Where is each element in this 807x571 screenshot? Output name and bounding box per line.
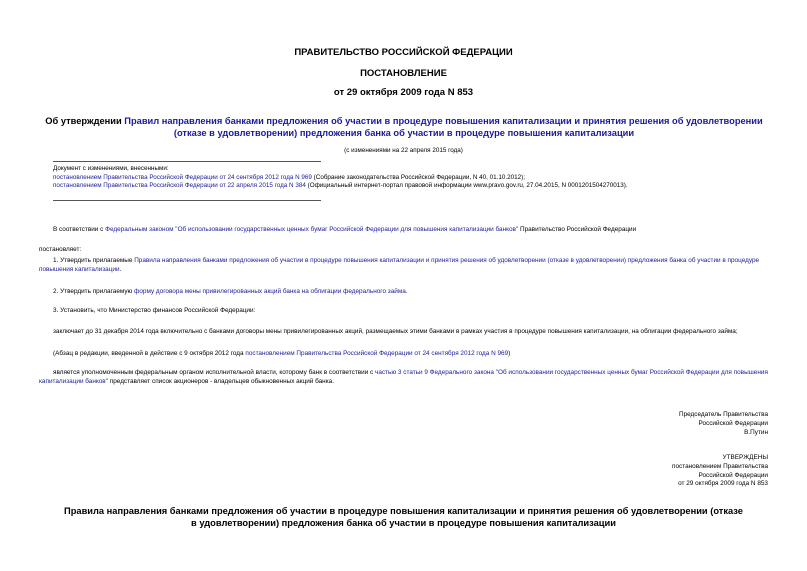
- preamble-before: В соответствии с: [53, 226, 106, 233]
- contract-form-link[interactable]: форму договора мены привилегированных акций банка на облигации федерального займа: [134, 288, 406, 295]
- approved-resolution: постановлением Правительства: [672, 462, 768, 470]
- document-title: [28, 116, 780, 139]
- title-link[interactable]: Правил направления банками предложения об участии в процедуре повышения капитализации и принятия решения об удовлетворении (отказе в удовлетворении) предложения банка об участии в процедуре повышения капитализации: [124, 116, 763, 138]
- point-3-b: [39, 369, 768, 387]
- amendments-intro: Документ с изменениями, внесенными:: [53, 165, 169, 172]
- note-resolution-link[interactable]: постановлением Правительства Российской Федерации от 24 сентября 2012 года N 969: [245, 350, 509, 357]
- title-prefix: Об утверждении: [45, 116, 125, 126]
- doc-type-heading: ПОСТАНОВЛЕНИЕ: [360, 68, 447, 79]
- date-number-heading: от 29 октября 2009 года N 853: [333, 87, 474, 98]
- rules-title: Правила направления банками предложения об участии в процедуре повышения капитализации и принятия решения об удовлетворении (отказе в удовлетворении) предложения банка об участии в процедуре повышения капитализации: [64, 506, 743, 528]
- point-3-b-before: является уполномоченным федеральным органом исполнительной власти, которому банк в соответствии с: [53, 369, 376, 376]
- law-article-link[interactable]: частью 3 статьи 9 Федерального закона "Об использовании государственных ценных бумаг Российской Федерации для повышения капитализации банков": [39, 369, 768, 385]
- approved-label: УТВЕРЖДЕНЫ: [722, 454, 768, 461]
- federal-law-link[interactable]: Федеральным законом "Об использовании государственных ценных бумаг Российской Федерации для повышения капитализации банков": [105, 226, 519, 233]
- point-2-before: 2. Утвердить прилагаемую: [53, 288, 135, 295]
- signature-country: Российской Федерации: [698, 419, 768, 427]
- divider-bottom: [53, 200, 321, 201]
- approved-country: Российской Федерации: [698, 471, 768, 479]
- point-2: [53, 288, 768, 297]
- point-3-a-note: [53, 350, 768, 359]
- preamble: [53, 226, 768, 235]
- preamble-after: Правительство Российской Федерации: [518, 226, 637, 233]
- point-3-b-after: представляет список акционеров - владельцев обыкновенных акций банка.: [107, 377, 334, 385]
- approved-block: [560, 454, 768, 489]
- amendment-2-link[interactable]: постановлением Правительства Российской Федерации от 22 апреля 2015 года N 384: [53, 182, 306, 190]
- point-1: [39, 257, 768, 275]
- amendment-1-text: (Собрание законодательства Российской Федерации, N 40, 01.10.2012);: [311, 173, 526, 181]
- signature-title: Председатель Правительства: [679, 411, 768, 418]
- signature-name: В.Путин: [744, 428, 768, 436]
- point-3: 3. Установить, что Министерство финансов Российской Федерации:: [53, 307, 256, 314]
- point-2-after: .: [405, 288, 408, 295]
- point-3-a: заключает до 31 декабря 2014 года включительно с банками договоры мены привилегированных акций, размещаемых этими банками в рамках участия в процедуре повышения капитализации, на облигации федерального займа;: [53, 328, 738, 335]
- point-1-before: 1. Утвердить прилагаемые: [53, 257, 135, 264]
- divider-top: [53, 161, 321, 162]
- point-1-after: .: [119, 265, 122, 273]
- government-heading: ПРАВИТЕЛЬСТВО РОССИЙСКОЙ ФЕДЕРАЦИИ: [294, 47, 513, 58]
- amendments-block: [53, 165, 773, 191]
- signature-block: [560, 411, 768, 437]
- revision-note: (с изменениями на 22 апреля 2015 года): [344, 147, 463, 154]
- decides-text: постановляет:: [39, 246, 82, 253]
- amendment-1-link[interactable]: постановлением Правительства Российской Федерации от 24 сентября 2012 года N 969: [53, 173, 312, 181]
- note-after: ): [508, 350, 511, 357]
- amendment-2-text: (Официальный интернет-портал правовой информации www.pravo.gov.ru, 27.04.2015, N 0001201504270013).: [305, 182, 628, 190]
- approved-date: от 29 октября 2009 года N 853: [678, 480, 768, 488]
- amendment-item: [53, 174, 773, 183]
- amendment-item: [53, 182, 773, 191]
- rules-link[interactable]: Правила направления банками предложения об участии в процедуре повышения капитализации и принятия решения об удовлетворении (отказе в удовлетворении) предложения банка об участии в процедуре повышения капитализации: [39, 257, 760, 273]
- note-before: (Абзац в редакции, введенной в действие с 9 октября 2012 года: [53, 350, 246, 357]
